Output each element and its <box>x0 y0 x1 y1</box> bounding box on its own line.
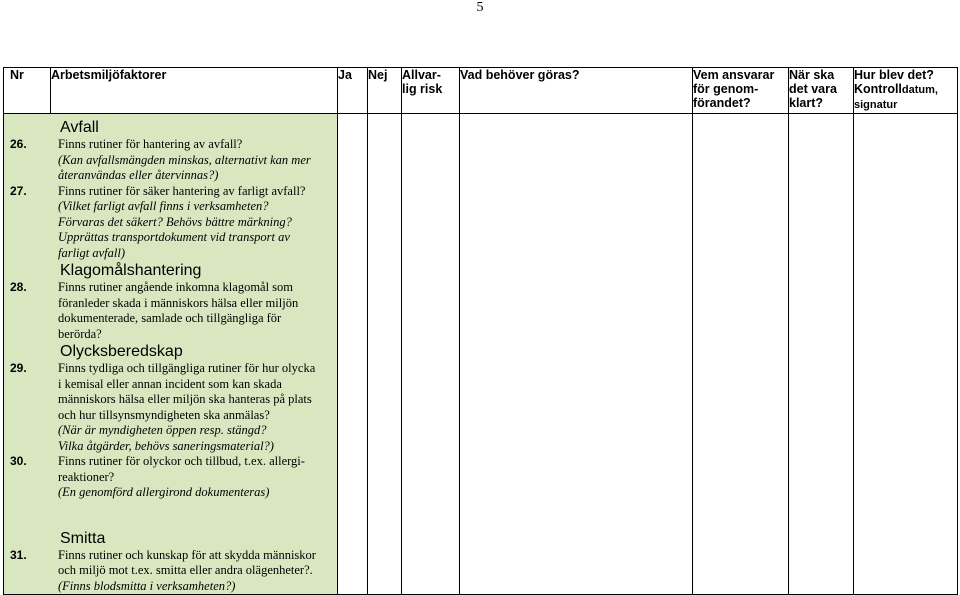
header-nar: När ska det vara klart? <box>789 68 854 114</box>
hur-column <box>854 114 958 595</box>
question-note: (Finns blodsmitta i verksamheten?) <box>58 578 236 593</box>
header-kontroll-small: datum, signatur <box>854 84 938 111</box>
question-note: (Vilket farligt avfall finns i verksamheten? Förvaras det säkert? Behövs bättre märkning? Upprättas transportdokument vid transport av farligt avfall) <box>58 199 292 260</box>
header-row <box>4 68 958 114</box>
question-item <box>10 280 333 342</box>
question-text: Finns rutiner för hantering av avfall? <box>58 137 243 151</box>
ja-column <box>338 114 368 595</box>
sections-container <box>10 118 333 594</box>
question-note: (När är myndigheten öppen resp. stängd? Vilka åtgärder, behövs saneringsmaterial?) <box>58 423 274 453</box>
header-vem: Vem ansvarar för genom- förandet? <box>693 68 789 114</box>
question-note: (En genomförd allergirond dokumenteras) <box>58 485 270 499</box>
question-note: (Kan avfallsmängden minskas, alternativt kan mer återanvändas eller återvinnas?) <box>58 152 311 182</box>
section-title: Avfall <box>60 119 99 136</box>
allvarlig-column <box>402 114 460 595</box>
question-item <box>10 184 333 262</box>
question-text: Finns rutiner för säker hantering av farligt avfall? <box>58 183 306 198</box>
question-text: Finns rutiner och kunskap för att skydda människor och miljö mot t.ex. smitta eller andra olägenheter?. <box>58 547 316 577</box>
question-text: Finns tydliga och tillgängliga rutiner för hur olycka i kemisal eller annan incident som kan skada människors hälsa eller miljön ska hanteras på plats och hur tillsynsmyndigheten ska anmälas? <box>58 361 316 422</box>
question-number: 27. <box>10 183 27 198</box>
question-number: 26. <box>10 137 27 151</box>
question-item <box>10 454 333 501</box>
body-row <box>4 114 958 595</box>
nar-column <box>789 114 854 595</box>
header-hur-title: Hur blev det? <box>854 68 934 82</box>
question-number: 29. <box>10 361 27 375</box>
nej-column <box>368 114 402 595</box>
vem-column <box>693 114 789 595</box>
question-text: Finns rutiner för olyckor och tillbud, t.ex. allergi- reaktioner? <box>58 454 305 484</box>
header-nr: Nr <box>4 68 51 114</box>
question-item <box>10 361 333 454</box>
header-factors: Arbetsmiljöfaktorer <box>51 68 338 114</box>
header-nej: Nej <box>368 68 402 114</box>
header-ja: Ja <box>338 68 368 114</box>
section-title: Smitta <box>60 529 106 547</box>
header-kontroll: Kontroll <box>854 82 902 96</box>
checklist-table <box>3 67 958 595</box>
header-vad: Vad behöver göras? <box>460 68 693 114</box>
questions-cell <box>4 114 338 595</box>
question-number: 28. <box>10 280 27 294</box>
page-number: 5 <box>476 0 484 15</box>
header-hur <box>854 68 958 114</box>
header-allvarlig: Allvar- lig risk <box>402 68 460 114</box>
question-text: Finns rutiner angående inkomna klagomål som föranleder skada i människors hälsa eller miljön dokumenterade, samlade och tillgängliga för berörda? <box>58 280 299 341</box>
question-number: 31. <box>10 547 27 562</box>
question-item <box>10 137 333 184</box>
section-title: Klagomålshantering <box>60 262 202 279</box>
section-title: Olycksberedskap <box>60 343 183 360</box>
question-item <box>10 548 333 595</box>
vad-column <box>460 114 693 595</box>
question-number: 30. <box>10 454 27 468</box>
